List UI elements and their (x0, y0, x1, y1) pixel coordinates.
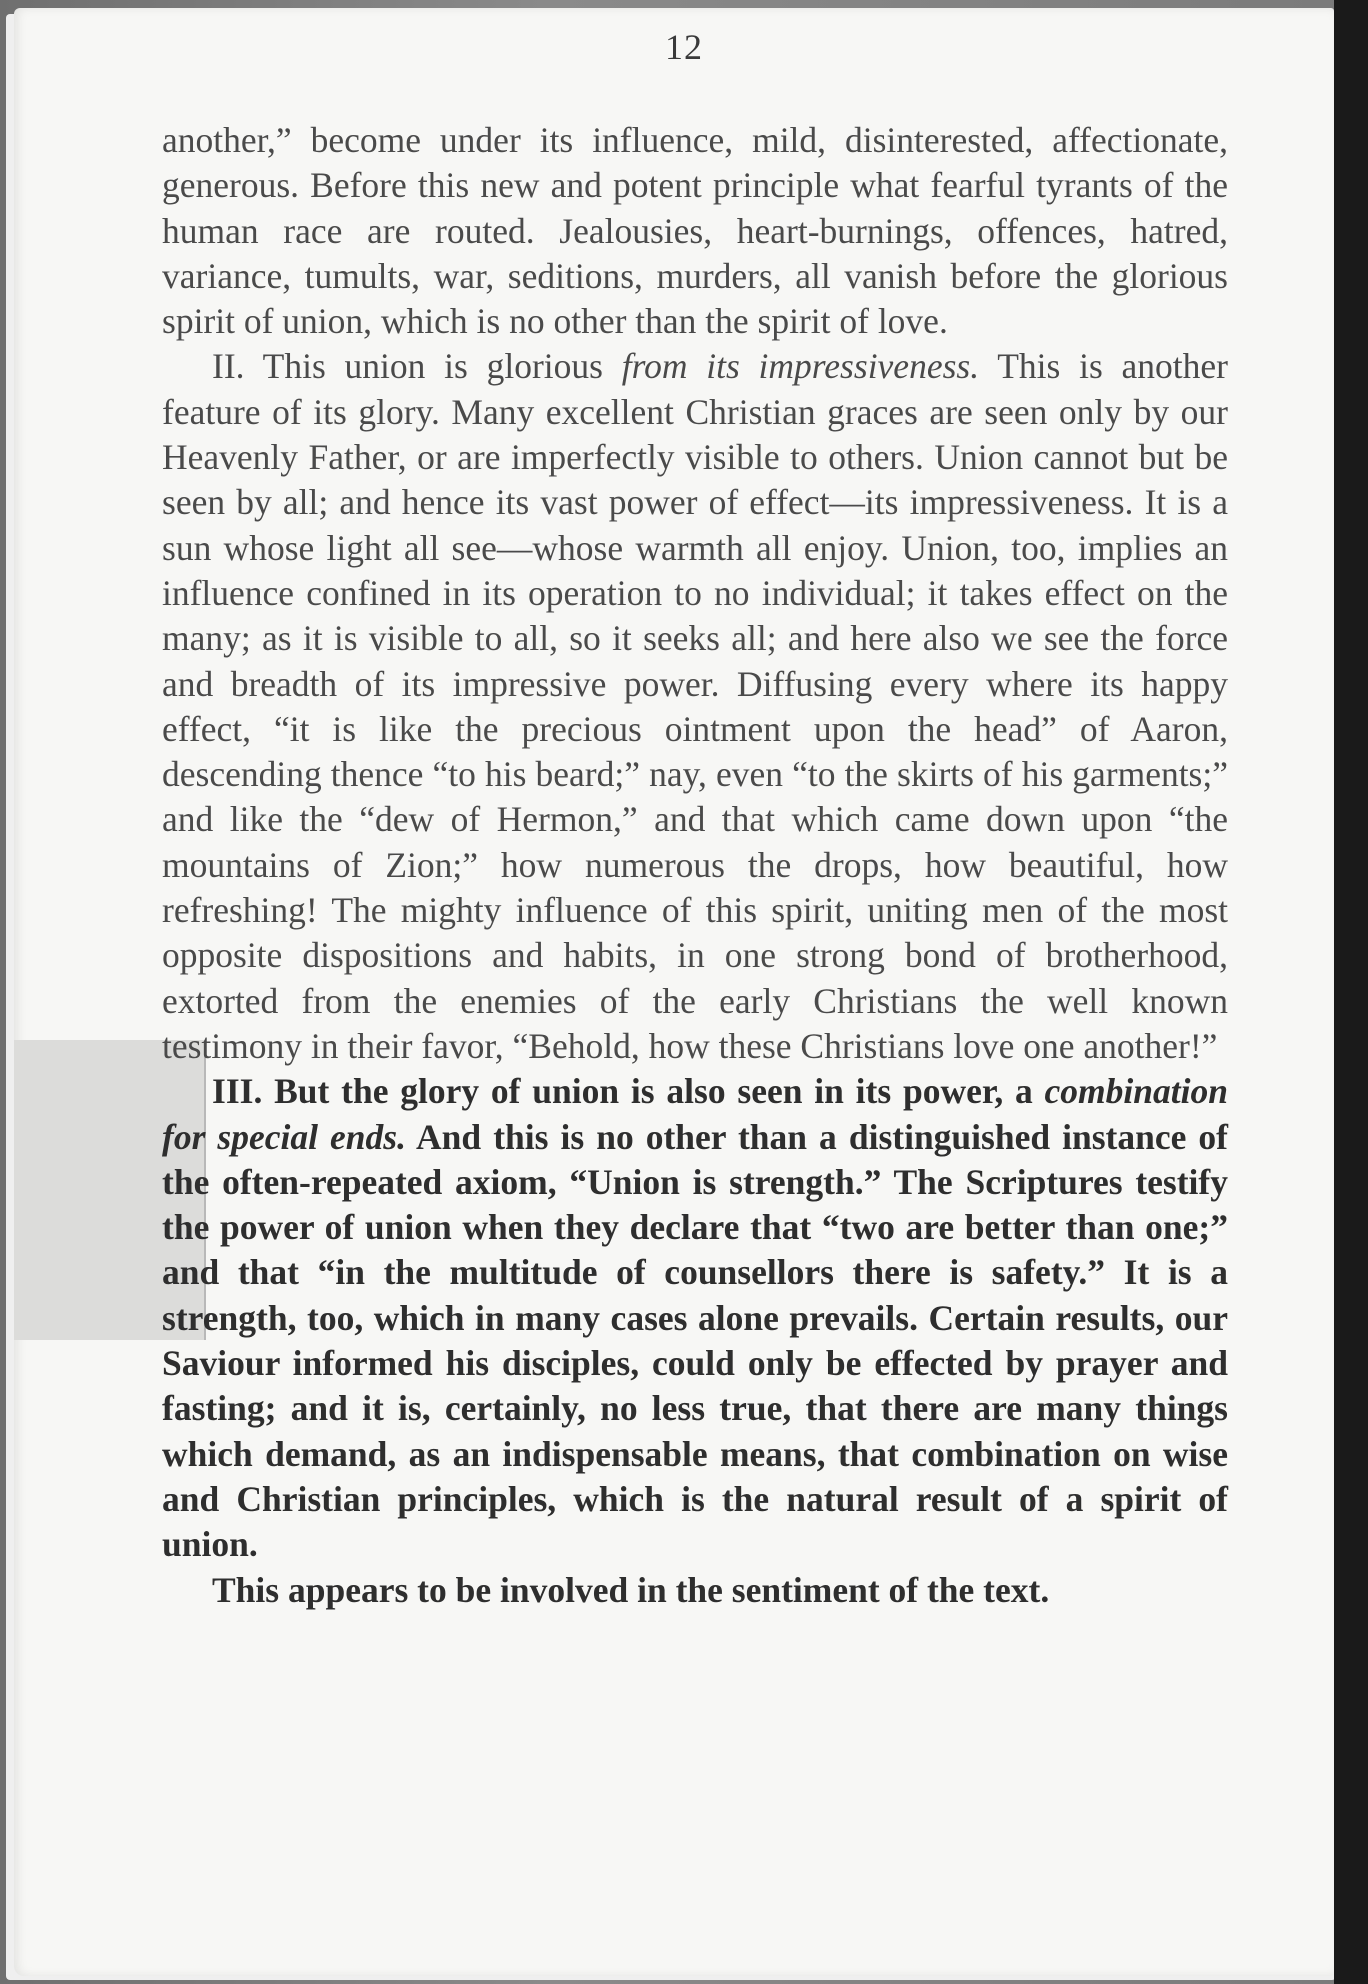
paragraph-3-italic: combination for special ends. (162, 1071, 1228, 1157)
body-text (162, 118, 1228, 1613)
paragraph-2-rest: This is another feature of its glory. Many excellent Christian graces are seen only by our Heavenly Father, or are imperfectly visible to others. Union cannot but be seen by all; and hence its vast power of effect—its impressiveness. It is a sun whose light all see—whose warmth all enjoy. Union, too, implies an influence confined in its operation to no individual; it takes effect on the many; as it is visible to all, so it seeks all; and here also we see the force and breadth of its impressive power. Diffusing every where its happy effect, “it is like the precious ointment upon the head” of Aaron, descending thence “to his beard;” nay, even “to the skirts of his garments;” and like the “dew of Hermon,” and that which came down upon “the mountains of Zion;” how numerous the drops, how beautiful, how refreshing! The mighty influence of this spirit, uniting men of the most opposite dispositions and habits, in one strong bond of brotherhood, extorted from the enemies of the early Christians the well known testimony in their favor, “Behold, how these Christians love one another!” (162, 346, 1228, 1066)
paragraph-3 (162, 1069, 1228, 1567)
paragraph-2-lead: II. This union is glorious (212, 346, 622, 387)
binding-shadow (1334, 0, 1368, 1984)
page-number: 12 (665, 27, 703, 67)
paragraph-3-lead: III. But the glory of union is also seen in its power, a (212, 1071, 1045, 1112)
paragraph-3-rest: And this is no other than a distinguished instance of the often-repeated axiom, “Union is strength.” The Scriptures testify the power of union when they declare that “two are better than one;” and that “in the multitude of counsellors there is safety.” It is a strength, too, which in many cases alone prevails. Certain results, our Saviour informed his disciples, could only be effected by prayer and fasting; and it is, certainly, no less true, that there are many things which demand, as an indispensable means, that combination on wise and Christian principles, which is the natural result of a spirit of union. (162, 1116, 1228, 1565)
paragraph-2 (162, 344, 1228, 1069)
paragraph-2-italic: from its impressiveness. (621, 346, 980, 387)
paragraph-1: another,” become under its influence, mild, disinterested, affectionate, generous. Before this new and potent principle what fearful tyrants of the human race are routed. Jealousies, heart-burnings, offences, hatred, variance, tumults, war, seditions, murders, all vanish before the glorious spirit of union, which is no other than the spirit of love. (162, 120, 1228, 342)
paragraph-4: This appears to be involved in the sentiment of the text. (212, 1569, 1050, 1610)
